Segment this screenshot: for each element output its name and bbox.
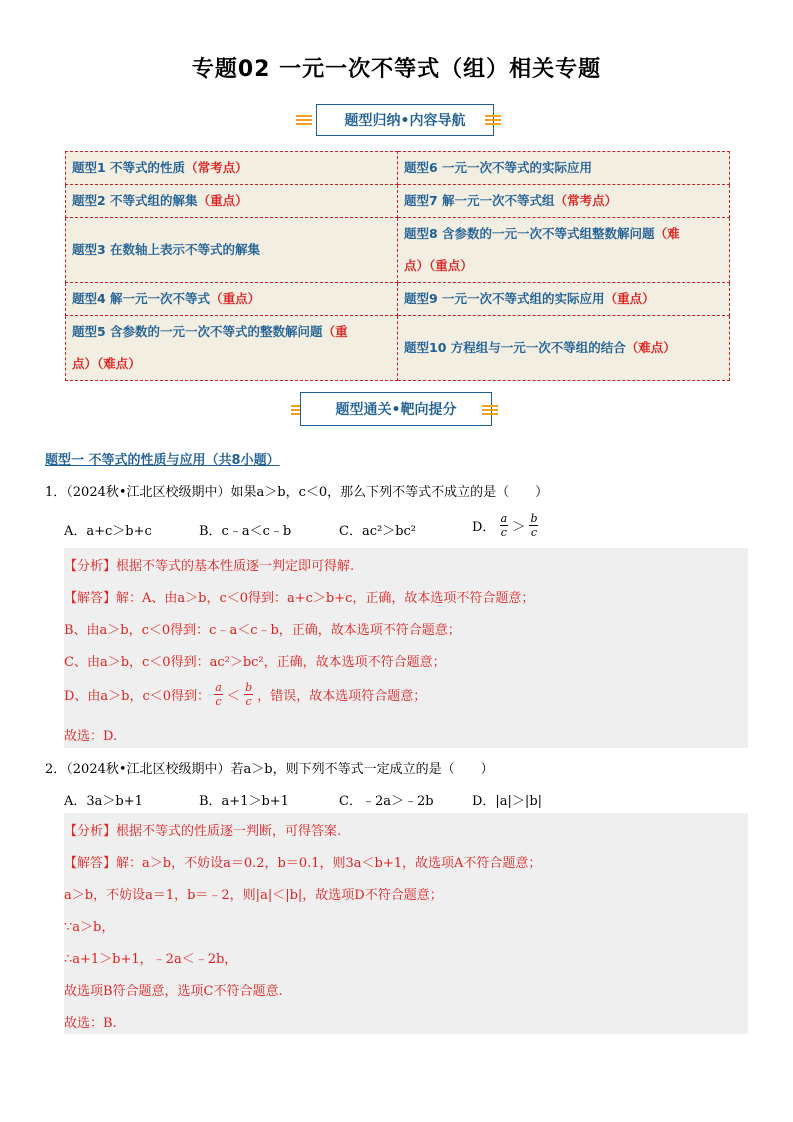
q2-solution-box: [64, 813, 748, 1034]
banner-decoration-right: [482, 403, 498, 415]
section-banner-practice: 题型通关•靶向提分: [300, 392, 492, 426]
nav-cell-4[interactable]: 题型4 解一元一次不等式（重点）: [66, 283, 398, 316]
page-title: 专题02 一元一次不等式（组）相关专题: [191, 57, 602, 82]
q2-analysis: 【分析】根据不等式的性质逐一判断，可得答案.: [64, 824, 342, 839]
nav-cell-3[interactable]: 题型3 在数轴上表示不等式的解集: [66, 218, 398, 283]
nav-cell-8[interactable]: 题型8 含参数的一元一次不等式组整数解问题（难 点）（重点）: [398, 218, 730, 283]
nav-cell-5[interactable]: 题型5 含参数的一元一次不等式的整数解问题（重 点）（难点）: [66, 316, 398, 381]
section-heading[interactable]: 题型一 不等式的性质与应用（共8小题）: [45, 453, 280, 468]
q1-option-c: C．ac²＞bc²: [339, 524, 417, 539]
q1-solution-line: 【解答】解：A、由a＞b，c＜0得到：a+c＞b+c，正确，故本选项不符合题意；: [64, 591, 535, 606]
q2-solution-line: 故选项B符合题意，选项C不符合题意.: [64, 984, 283, 999]
topic-navigation-table: [65, 151, 730, 381]
q1-analysis: 【分析】根据不等式的基本性质逐一判定即可得解.: [64, 559, 355, 574]
nav-cell-2[interactable]: 题型2 不等式组的解集（重点）: [66, 185, 398, 218]
nav-cell-10[interactable]: 题型10 方程组与一元一次不等组的结合（难点）: [398, 316, 730, 381]
banner-decoration-left: [296, 113, 312, 125]
q2-solution-line: 【解答】解：a＞b，不妨设a＝0.2，b＝0.1，则3a＜b+1，故选项A不符合题意；: [64, 856, 542, 871]
q1-solution-line: D、由a＞b，c＜0得到： $\frac{a}{c}$ ＜ $\frac{b}{c}$ ，错误，故本选项符合题意；: [64, 681, 427, 708]
q2-answer: 故选：B.: [64, 1016, 117, 1031]
nav-cell-6[interactable]: 题型6 一元一次不等式的实际应用: [398, 152, 730, 185]
nav-cell-7[interactable]: 题型7 解一元一次不等式组（常考点）: [398, 185, 730, 218]
nav-cell-1[interactable]: 题型1 不等式的性质（常考点）: [66, 152, 398, 185]
fraction-b-over-c: $\frac{b}{c}$: [530, 512, 538, 539]
question-1-stem: 1．（2024秋•江北区校级期中）如果a＞b，c＜0，那么下列不等式不成立的是（ ）: [45, 485, 549, 500]
q1-solution-box: [64, 548, 748, 748]
q1-answer: 故选：D.: [64, 729, 118, 744]
q1-option-a: A．a+c＞b+c: [64, 524, 152, 539]
q2-option-b: B．a+1＞b+1: [199, 794, 289, 809]
question-2-stem: 2．（2024秋•江北区校级期中）若a＞b，则下列不等式一定成立的是（ ）: [45, 762, 494, 777]
nav-cell-9[interactable]: 题型9 一元一次不等式组的实际应用（重点）: [398, 283, 730, 316]
q2-option-d: D．|a|＞|b|: [472, 794, 543, 809]
q2-solution-line: ∴a+1＞b+1，﹣2a＜﹣2b，: [64, 952, 238, 967]
q2-solution-line: ∵a＞b，: [64, 920, 115, 935]
banner-decoration-right: [485, 113, 501, 125]
q2-option-a: A．3a＞b+1: [64, 794, 143, 809]
q2-option-c: C．﹣2a＞﹣2b: [339, 794, 434, 809]
section-banner-nav: 题型归纳•内容导航: [316, 104, 494, 136]
q1-option-b: B．c﹣a＜c﹣b: [199, 524, 292, 539]
q2-solution-line: a＞b，不妨设a＝1，b＝﹣2，则|a|＜|b|，故选项D不符合题意；: [64, 888, 443, 903]
q1-solution-line: B、由a＞b，c＜0得到：c﹣a＜c﹣b，正确，故本选项不符合题意；: [64, 623, 461, 638]
q1-solution-line: C、由a＞b，c＜0得到：ac²＞bc²，正确，故本选项不符合题意；: [64, 655, 446, 670]
fraction-a-over-c: $\frac{a}{c}$: [500, 512, 508, 539]
q1-option-d: D． $\frac{a}{c}$ ＞ $\frac{b}{c}$: [472, 512, 538, 539]
